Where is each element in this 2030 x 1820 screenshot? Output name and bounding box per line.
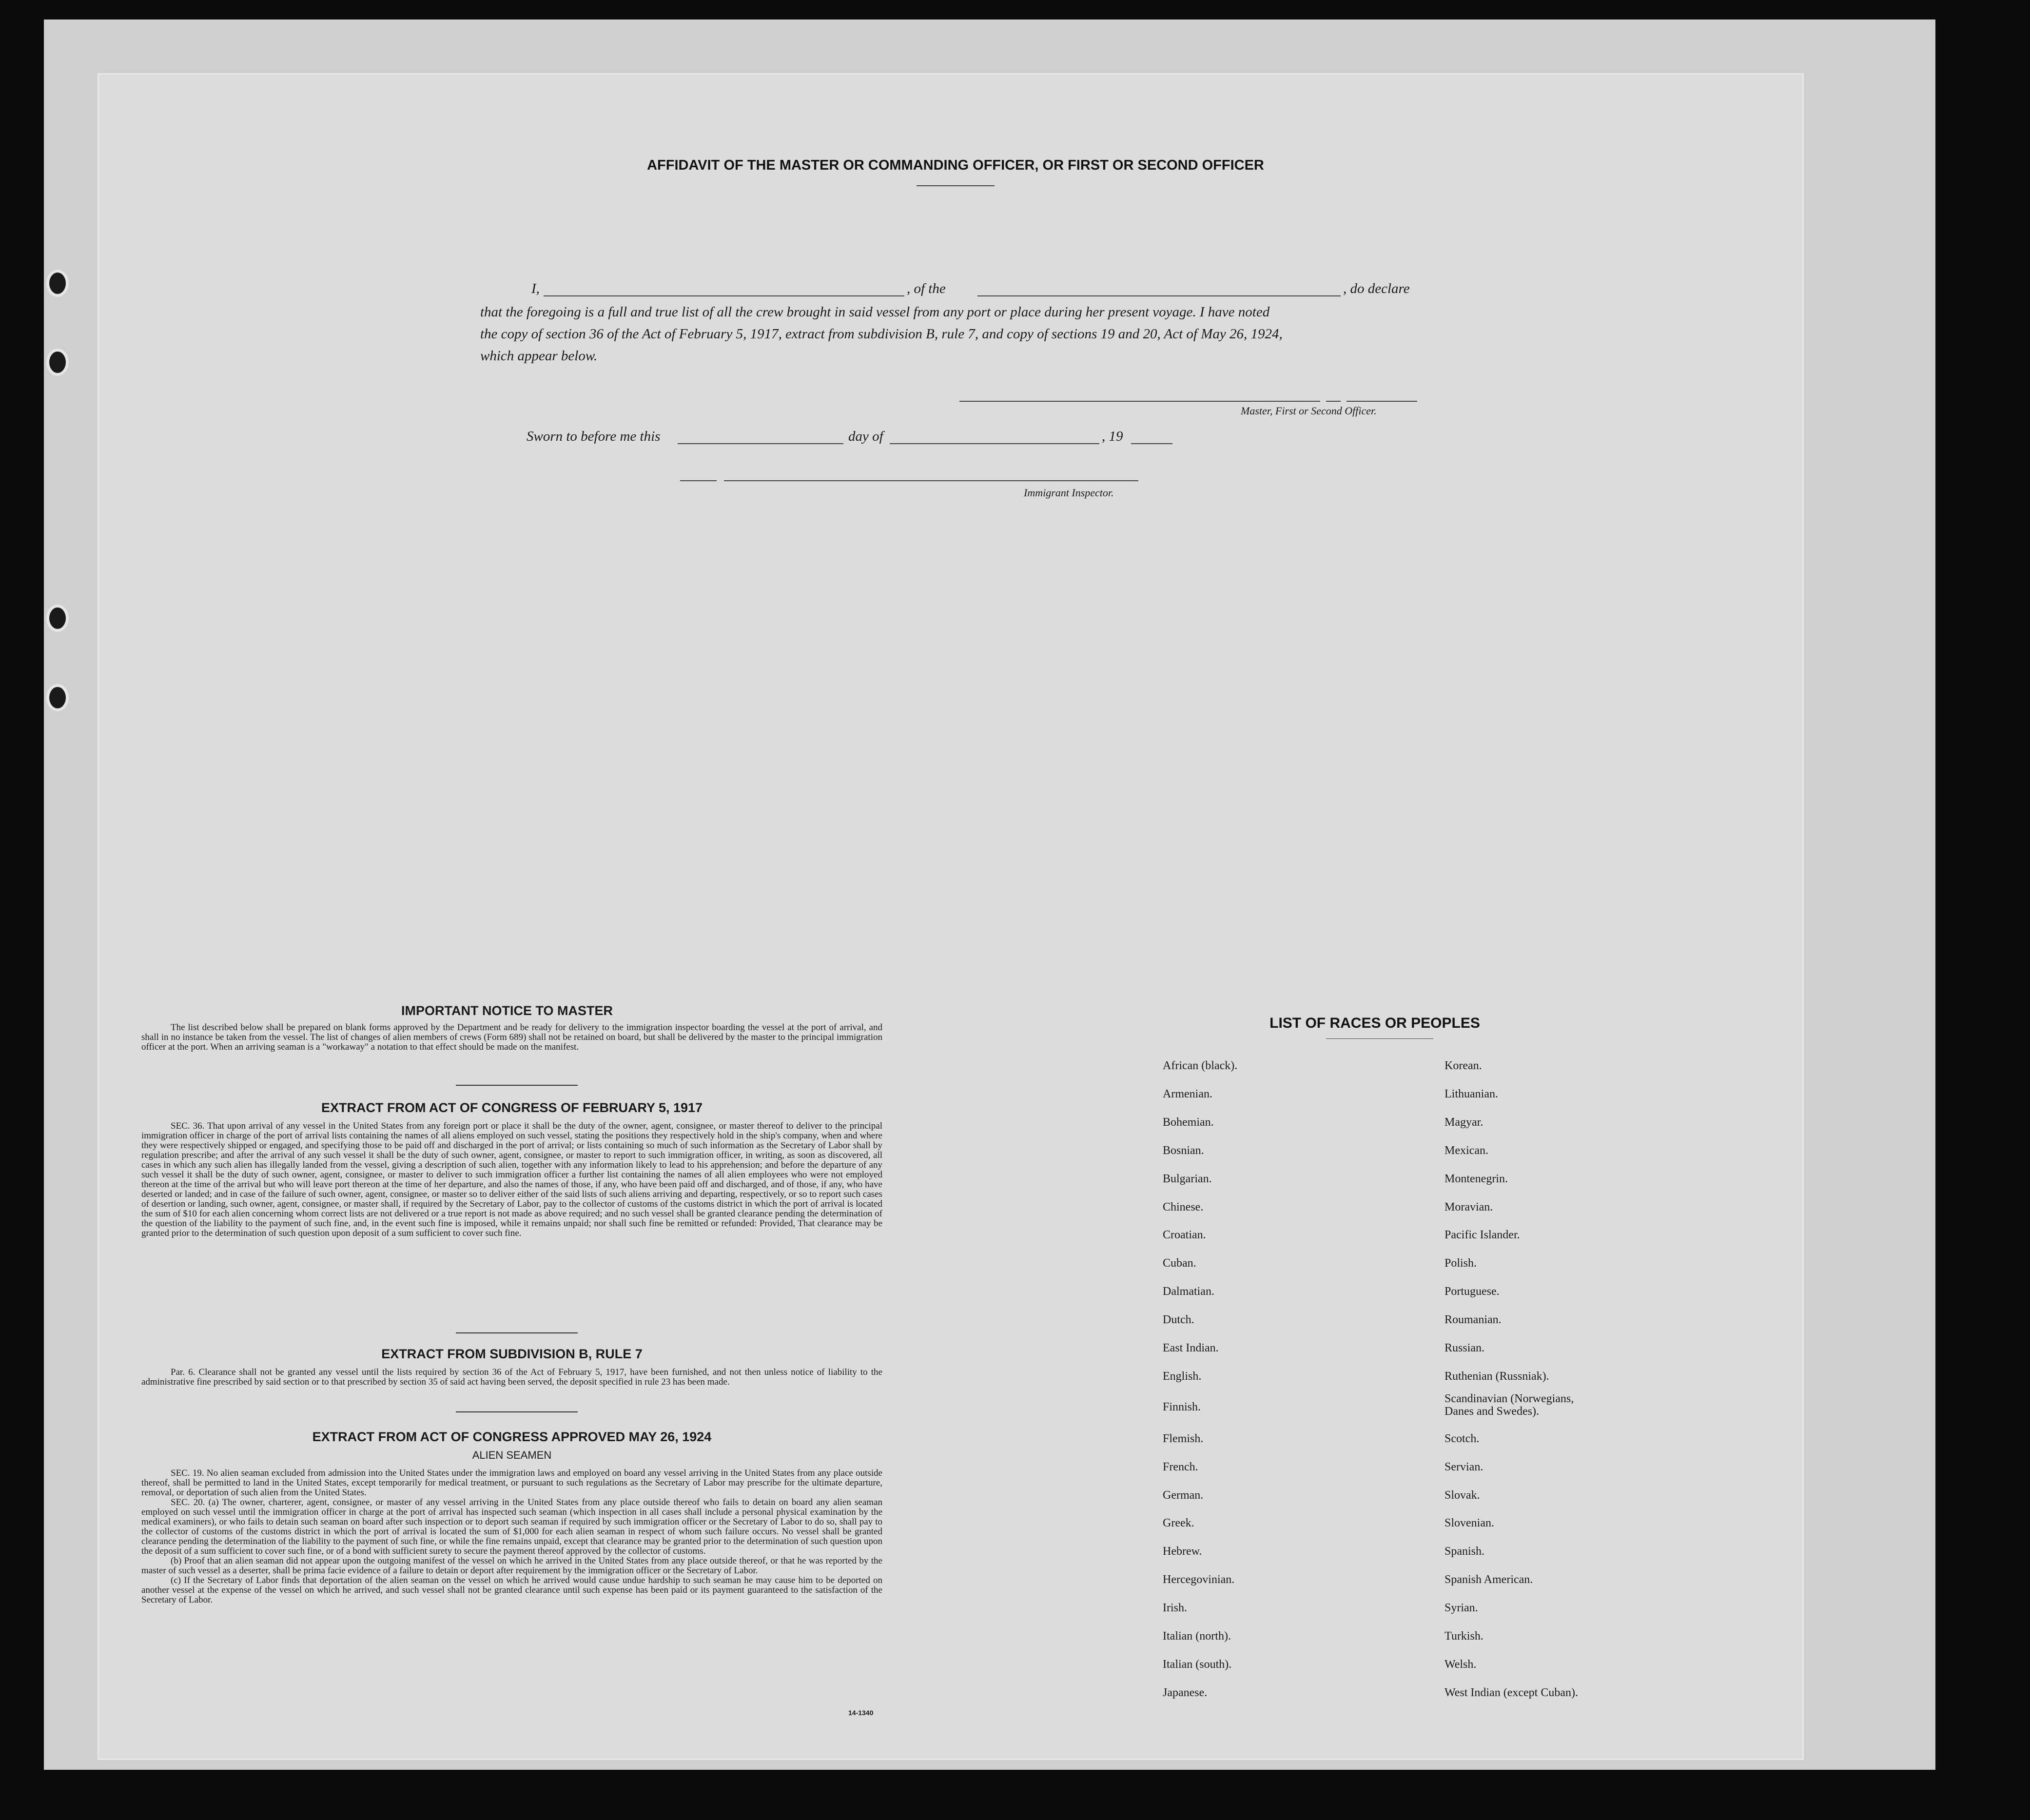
sworn-day-of: day of <box>848 429 883 444</box>
section-rule <box>456 1411 578 1412</box>
race-item: Greek. <box>1163 1517 1194 1529</box>
form-number: 14-1340 <box>848 1709 874 1717</box>
race-item: Spanish. <box>1444 1545 1485 1558</box>
rule7-body: Par. 6. Clearance shall not be granted any vessel until the lists required by section 36 of the Act of February 5, 1917, have been furnished, and not then unless notice of liability to the administrative fine prescribed by said section or to that prescribed by section 35 of said act having been served, the deposit specified in rule 23 has been made. <box>141 1367 882 1387</box>
notice-title: IMPORTANT NOTICE TO MASTER <box>401 1003 613 1018</box>
race-item: Mexican. <box>1444 1144 1488 1157</box>
race-item: Servian. <box>1444 1461 1483 1473</box>
sworn-year: , 19 <box>1102 429 1123 444</box>
inspector-label: Immigrant Inspector. <box>1024 487 1114 499</box>
affidavit-line3: the copy of section 36 of the Act of February 5, 1917, extract from subdivision B, rule 7, and copy of sections 19 and 20, Act of May 26, 1924, <box>480 326 1283 342</box>
signature-line-end <box>1326 401 1341 402</box>
signature-line[interactable] <box>959 401 1320 402</box>
race-item: Croatian. <box>1163 1229 1206 1241</box>
race-item: Syrian. <box>1444 1602 1478 1614</box>
extract-1917-wrap <box>141 1121 882 1238</box>
notice-body-wrap <box>141 1023 882 1052</box>
race-item: Armenian. <box>1163 1088 1212 1100</box>
section-rule <box>456 1332 578 1333</box>
race-item: French. <box>1163 1461 1198 1473</box>
race-item: Cuban. <box>1163 1257 1196 1270</box>
race-item: Hercegovinian. <box>1163 1573 1235 1586</box>
sec20b-body: (b) Proof that an alien seaman did not appear upon the outgoing manifest of the vessel on which he arrived in the United States from any place outside thereof, or that he was reported by the master of such vessel as a deserter, shall be prima facie evidence of a failure to detain or deport after requirement by the immigration officer or the Secretary of Labor. <box>141 1556 882 1576</box>
race-item: Chinese. <box>1163 1201 1204 1213</box>
vessel-blank[interactable] <box>977 295 1341 296</box>
affidavit-line4: which appear below. <box>480 348 598 364</box>
race-item: Slovenian. <box>1444 1517 1494 1529</box>
race-item: Dalmatian. <box>1163 1285 1214 1298</box>
race-item: African (black). <box>1163 1059 1238 1072</box>
sec19-body: SEC. 19. No alien seaman excluded from admission into the United States under the immigration laws and employed on board any vessel arriving in the United States from any place outside thereof, shall be permitted to land in the United States, except temporarily for medical treatment, or pursuant to such regulations as the Secretary of Labor may prescribe for the ultimate departure, removal, or deportation of such alien from the United States. <box>141 1468 882 1498</box>
title-rule <box>917 185 995 186</box>
race-item: English. <box>1163 1370 1202 1383</box>
race-item: Portuguese. <box>1444 1285 1500 1298</box>
inspector-line-a <box>680 480 717 481</box>
sworn-line <box>527 426 1141 448</box>
affidavit-title: AFFIDAVIT OF THE MASTER OR COMMANDING OFFICER, OR FIRST OR SECOND OFFICER <box>647 157 1264 173</box>
race-item: Turkish. <box>1444 1630 1483 1643</box>
extract-1917-title: EXTRACT FROM ACT OF CONGRESS OF FEBRUARY 5, 1917 <box>321 1100 703 1115</box>
race-item: Welsh. <box>1444 1658 1477 1671</box>
race-item: Bulgarian. <box>1163 1173 1212 1185</box>
race-item: Spanish American. <box>1444 1573 1533 1586</box>
binder-hole <box>46 605 69 632</box>
binder-hole <box>46 270 69 297</box>
affidavit-line2: that the foregoing is a full and true list of all the crew brought in said vessel from any port or place during her present voyage. I have noted <box>480 304 1270 320</box>
race-item: Lithuanian. <box>1444 1088 1498 1100</box>
race-item: Italian (south). <box>1163 1658 1232 1671</box>
sec20a-body: SEC. 20. (a) The owner, charterer, agent, consignee, or master of any vessel arriving in the United States from any place outside thereof who fails to detain on board any alien seaman employed on such vessel until the immigration officer in charge at the port of arrival has inspected such seaman (which inspection in all cases shall include a personal physical examination by the medical examiners), or who fails to detain such seaman on board after such inspection or to deport such seaman if required by such immigration officer or the Secretary of Labor to do so, shall pay to the collector of customs of the customs district in which the port of arrival is located the sum of $1,000 for each alien seaman in respect of whom such failure occurs. No vessel shall be granted clearance pending the determination of the liability to the payment of such fine, or while the fine remains unpaid, except that clearance may be granted prior to the determination of such question upon the deposit of a sum sufficient to cover such fine, or of a bond with sufficient surety to secure the payment thereof approved by the collector of customs. <box>141 1497 882 1556</box>
section-rule <box>456 1085 578 1086</box>
signature-label: Master, First or Second Officer. <box>1241 405 1377 417</box>
race-item: Roumanian. <box>1444 1313 1502 1326</box>
affidavit-do-declare: , do declare <box>1343 281 1410 296</box>
affidavit-i: I, <box>531 281 540 296</box>
race-item: Japanese. <box>1163 1686 1208 1699</box>
race-item: Finnish. <box>1163 1401 1201 1413</box>
extract-1924-subtitle: ALIEN SEAMEN <box>472 1449 552 1461</box>
sworn-year-blank[interactable] <box>1131 443 1172 444</box>
affidavit-line1 <box>480 278 1421 300</box>
race-item: Ruthenian (Russniak). <box>1444 1370 1549 1383</box>
race-item: Italian (north). <box>1163 1630 1231 1643</box>
race-item: Montenegrin. <box>1444 1173 1508 1185</box>
race-item: West Indian (except Cuban). <box>1444 1686 1578 1699</box>
name-blank[interactable] <box>544 295 904 296</box>
race-item: East Indian. <box>1163 1342 1219 1354</box>
race-item: Slovak. <box>1444 1489 1480 1502</box>
race-item: Pacific Islander. <box>1444 1229 1520 1241</box>
inspector-line[interactable] <box>724 480 1138 481</box>
extract-1917-body: SEC. 36. That upon arrival of any vessel in the United States from any foreign port or place it shall be the duty of the owner, agent, consignee, or master thereof to deliver to the principal immigration officer in charge of the port of arrival lists containing the names of all aliens employed on such vessel, stating the positions they respectively hold in the ship's company, when and where they were respectively shipped or engaged, and specifying those to be paid off and discharged in the port of arrival; or lists containing so much of such information as the Secretary of Labor shall by regulation prescribe; and after the arrival of any such vessel it shall be the duty of such owner, agent, consignee, or master to report to such immigration officer, in writing, as soon as discovered, all cases in which any such alien has illegally landed from the vessel, giving a description of such alien, together with any information likely to lead to his apprehension; and before the departure of any such vessel it shall be the duty of such owner, agent, consignee, or master to deliver to such immigration officer a further list containing the names of all alien employees who were not employed thereon at the time of the arrival but who will leave port thereon at the time of her departure, and also the names of those, if any, who have been paid off and discharged, and of those, if any, who have deserted or landed; and in case of the failure of such owner, agent, consignee, or master so to deliver either of the said lists of such aliens arriving and departing, respectively, or so to report such cases of desertion or landing, such owner, agent, consignee, or master shall, if required by the Secretary of Labor, pay to the collector of customs of the customs district in which the port of arrival is located the sum of $10 for each alien concerning whom correct lists are not delivered or a true report is not made as above required; and no such vessel shall be granted clearance pending the determination of the question of the liability to the payment of such fine, and, in the event such fine is imposed, while it remains unpaid; nor shall such fine be remitted or refunded: Provided, That clearance may be granted prior to the determination of such question upon deposit of a sum sufficient to cover such fine. <box>141 1121 882 1238</box>
race-item: Hebrew. <box>1163 1545 1202 1558</box>
sec20c-body: (c) If the Secretary of Labor finds that deportation of the alien seaman on the vessel on which he arrived would cause undue hardship to such seaman he may cause him to be deported on another vessel at the expense of the vessel on which he arrived, and such vessel shall not be granted clearance until such expense has been paid or its payment guaranteed to the satisfaction of the Secretary of Labor. <box>141 1575 882 1605</box>
race-item: Korean. <box>1444 1059 1482 1072</box>
extract-1924-title: EXTRACT FROM ACT OF CONGRESS APPROVED MAY 26, 1924 <box>312 1429 712 1444</box>
race-item: Flemish. <box>1163 1432 1204 1445</box>
notice-body: The list described below shall be prepared on blank forms approved by the Department and be ready for delivery to the immigration inspector boarding the vessel at the port of arrival, and shall in no instance be taken from the vessel. The list of changes of alien members of crews (Form 689) shall not be retained on board, but shall be delivered by the master to the principal immigration officer at the port. When an arriving seaman is a "workaway" a notation to that effect should be made on the manifest. <box>141 1022 882 1052</box>
race-item: Scandinavian (Norwegians, Danes and Swedes). <box>1444 1392 1574 1418</box>
binder-hole <box>46 684 69 711</box>
sworn-day-blank[interactable] <box>678 443 843 444</box>
race-item: Bohemian. <box>1163 1116 1214 1129</box>
rule7-wrap <box>141 1368 882 1387</box>
sworn-text: Sworn to before me this <box>527 429 661 444</box>
race-item: Russian. <box>1444 1342 1485 1354</box>
races-rule <box>1326 1038 1433 1039</box>
race-item: Moravian. <box>1444 1201 1493 1213</box>
races-title: LIST OF RACES OR PEOPLES <box>1269 1015 1480 1031</box>
race-item: Magyar. <box>1444 1116 1483 1129</box>
race-item: Bosnian. <box>1163 1144 1204 1157</box>
affidavit-of-the: , of the <box>907 281 946 296</box>
rule7-title: EXTRACT FROM SUBDIVISION B, RULE 7 <box>381 1347 643 1361</box>
extract-1924-wrap <box>141 1468 882 1605</box>
race-item: Polish. <box>1444 1257 1477 1270</box>
race-item: Scotch. <box>1444 1432 1480 1445</box>
race-item: Irish. <box>1163 1602 1187 1614</box>
signature-line-tail <box>1347 401 1417 402</box>
binder-hole <box>46 349 69 376</box>
race-item: Dutch. <box>1163 1313 1194 1326</box>
sworn-month-blank[interactable] <box>890 443 1099 444</box>
race-item: German. <box>1163 1489 1204 1502</box>
